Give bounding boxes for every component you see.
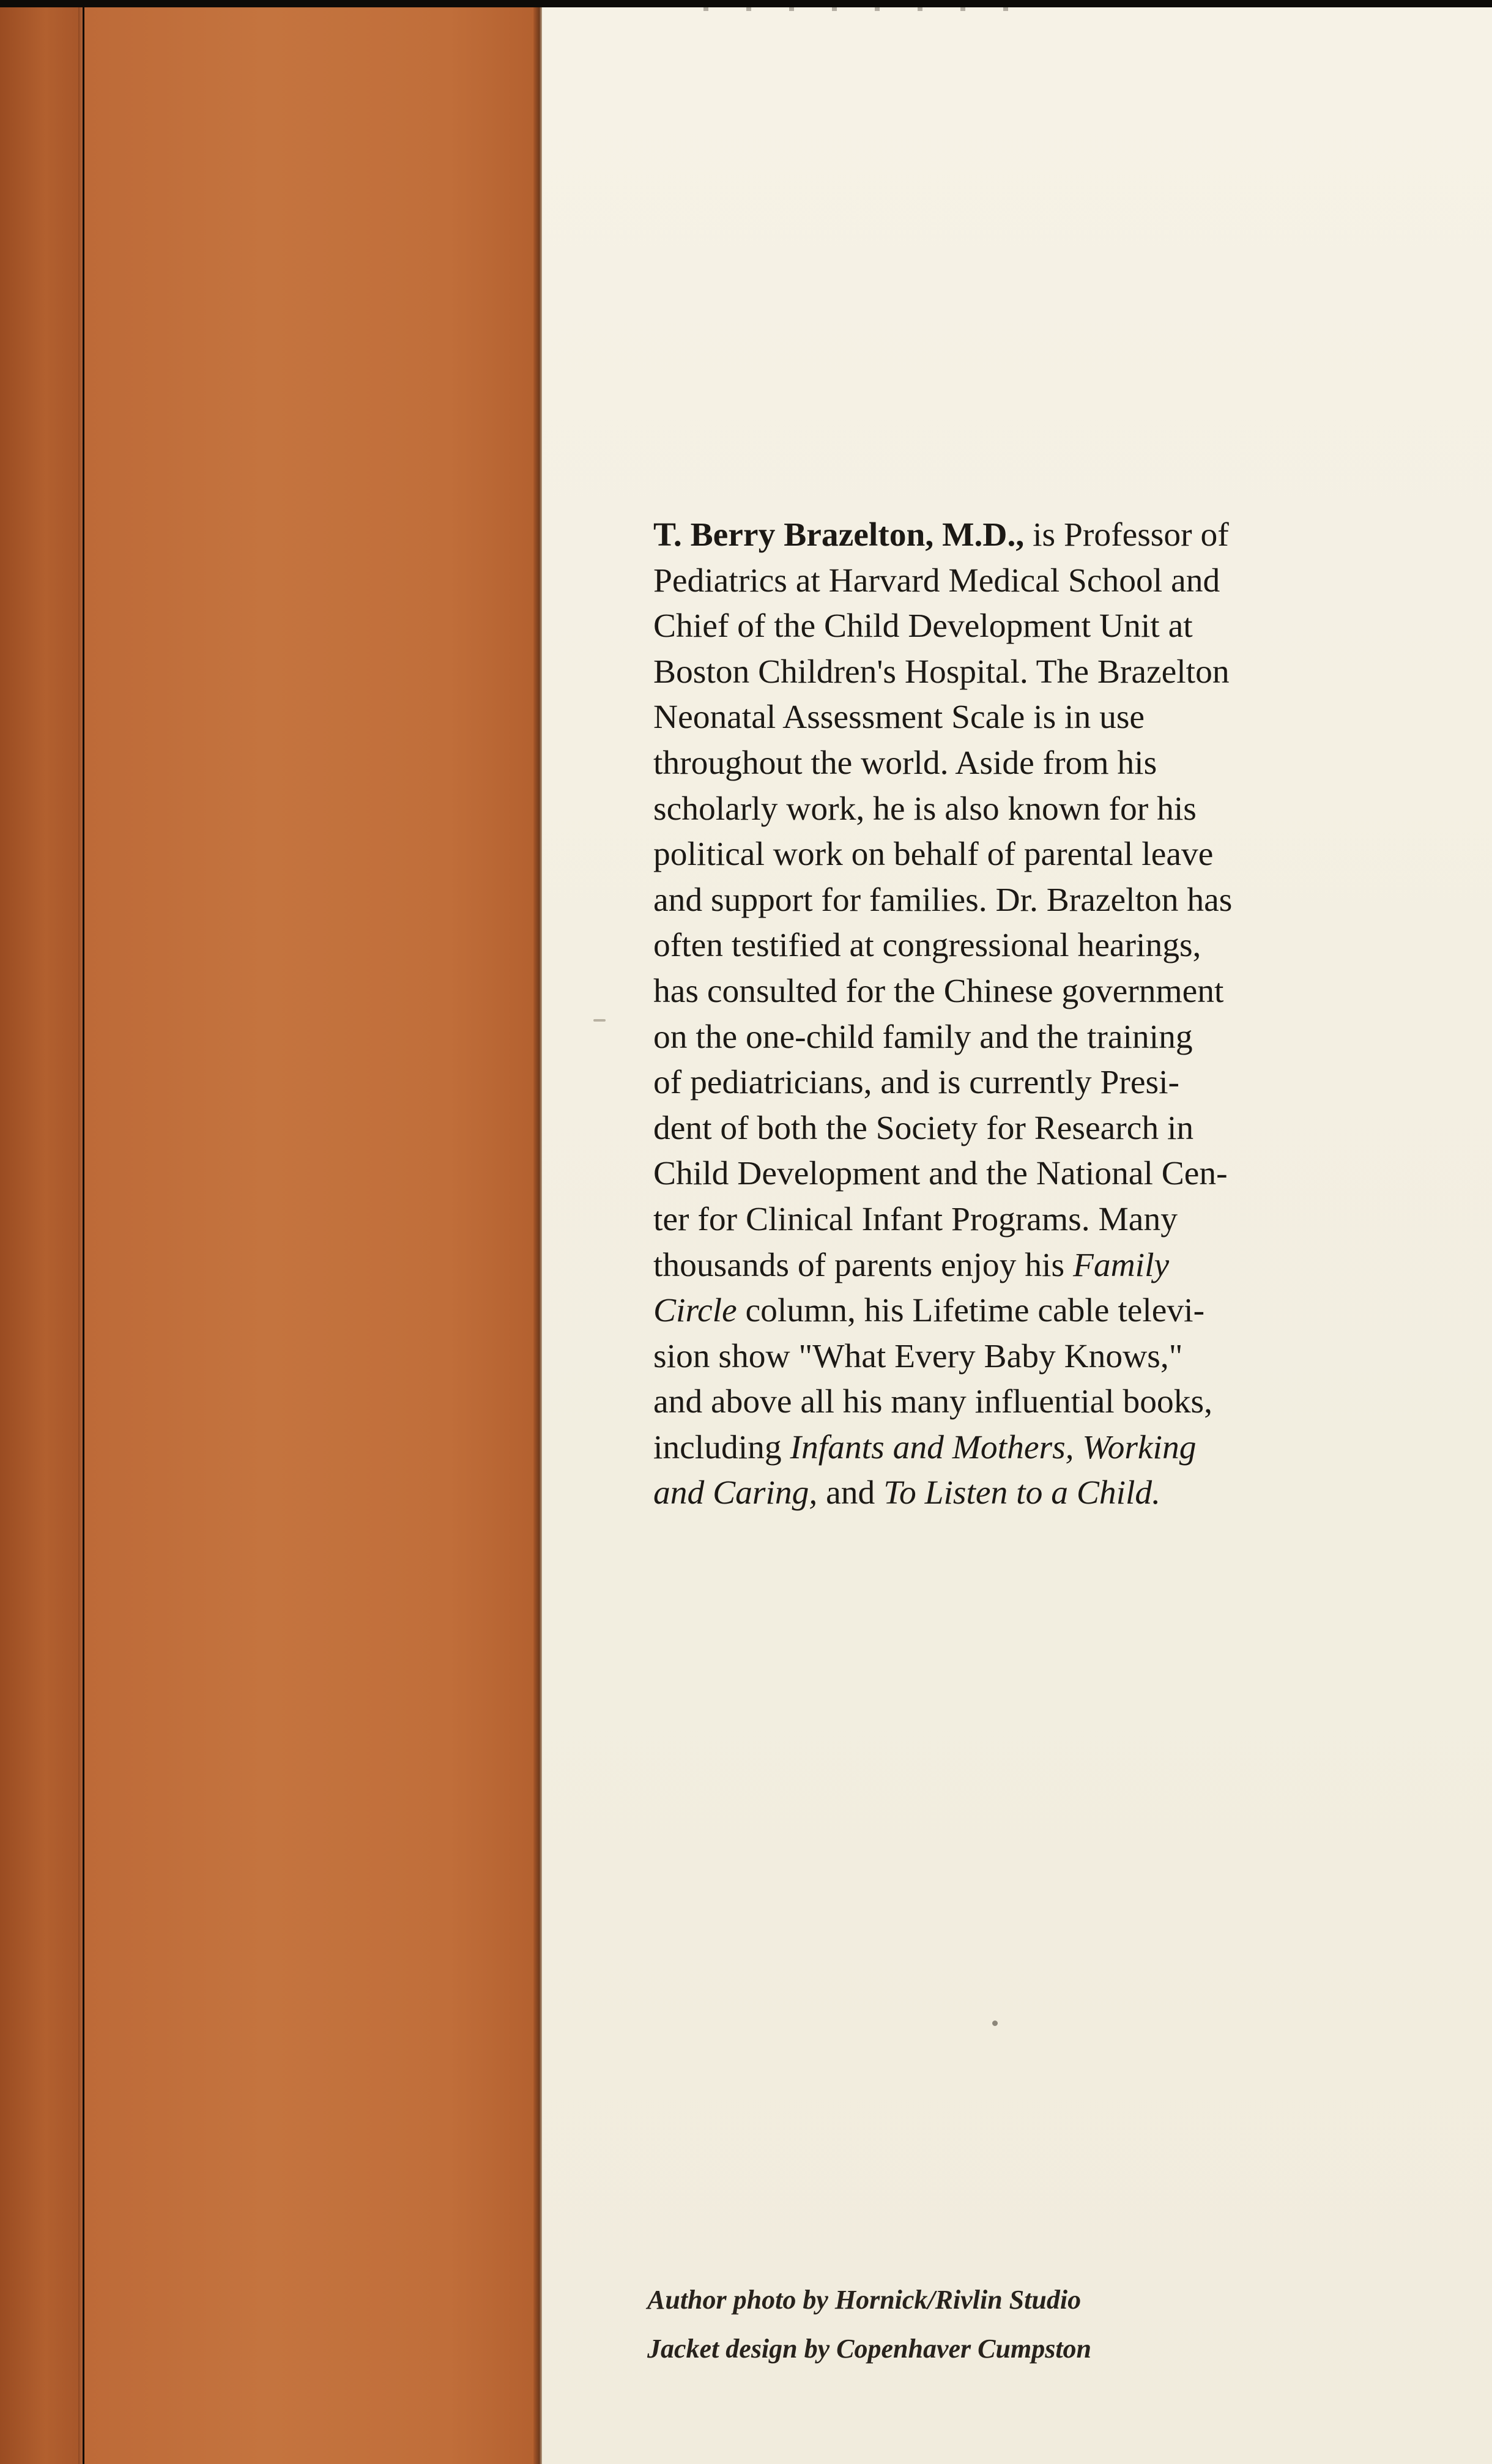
bio-line: of pediatricians, and is currently Presi- xyxy=(653,1064,1179,1102)
book-title: To Listen to a Child. xyxy=(883,1474,1161,1512)
publication-title: Family xyxy=(1072,1246,1170,1284)
bio-text: including xyxy=(653,1428,790,1466)
bio-line: sion show "What Every Baby Knows," xyxy=(653,1337,1183,1375)
book-title: Infants and Mothers, Working xyxy=(790,1428,1197,1466)
bio-line: Neonatal Assessment Scale is in use xyxy=(653,699,1145,737)
bio-text: column, his Lifetime cable televi- xyxy=(737,1292,1205,1330)
spine-panel xyxy=(84,7,540,2464)
bio-text: is Professor of xyxy=(1024,516,1229,554)
jacket-credits xyxy=(647,2276,1259,2373)
bio-line: Boston Children's Hospital. The Brazelton xyxy=(653,653,1230,691)
spine-seam xyxy=(78,7,84,2464)
bio-line: often testified at congressional hearings, xyxy=(653,927,1201,965)
bio-line: Chief of the Child Development Unit at xyxy=(653,607,1193,645)
paper-speck xyxy=(593,1019,606,1022)
bio-line xyxy=(653,1471,1412,1516)
bio-text: and xyxy=(817,1474,884,1512)
bio-line: has consulted for the Chinese government xyxy=(653,972,1224,1010)
bio-line: dent of both the Society for Research in xyxy=(653,1109,1194,1147)
bio-line: and support for families. Dr. Brazelton has xyxy=(653,881,1233,919)
bio-line xyxy=(653,1425,1412,1471)
bio-line: on the one-child family and the training xyxy=(653,1018,1193,1056)
bio-line xyxy=(653,513,1412,558)
top-border xyxy=(0,0,1492,7)
bio-line: Pediatrics at Harvard Medical School and xyxy=(653,562,1220,599)
bio-line xyxy=(653,1243,1412,1289)
bio-line xyxy=(653,1288,1412,1334)
bio-line: Child Development and the National Cen- xyxy=(653,1155,1228,1193)
bio-line: scholarly work, he is also known for his xyxy=(653,790,1197,828)
bio-text: thousands of parents enjoy his xyxy=(653,1246,1073,1284)
bio-line: throughout the world. Aside from his xyxy=(653,744,1157,782)
design-credit: Jacket design by Copenhaver Cumpston xyxy=(647,2334,1092,2364)
photo-credit: Author photo by Hornick/Rivlin Studio xyxy=(647,2285,1082,2315)
author-bio xyxy=(653,513,1412,1516)
top-edge-residue xyxy=(703,7,1046,11)
bio-line: political work on behalf of parental leave xyxy=(653,836,1214,874)
bio-line: and above all his many influential books, xyxy=(653,1383,1213,1421)
publication-title: Circle xyxy=(653,1292,737,1330)
bio-line: ter for Clinical Infant Programs. Many xyxy=(653,1200,1178,1238)
paper-speck xyxy=(992,2021,998,2026)
book-title: and Caring, xyxy=(653,1474,818,1512)
spine-edge xyxy=(0,7,83,2464)
author-name: T. Berry Brazelton, M.D., xyxy=(653,516,1025,554)
